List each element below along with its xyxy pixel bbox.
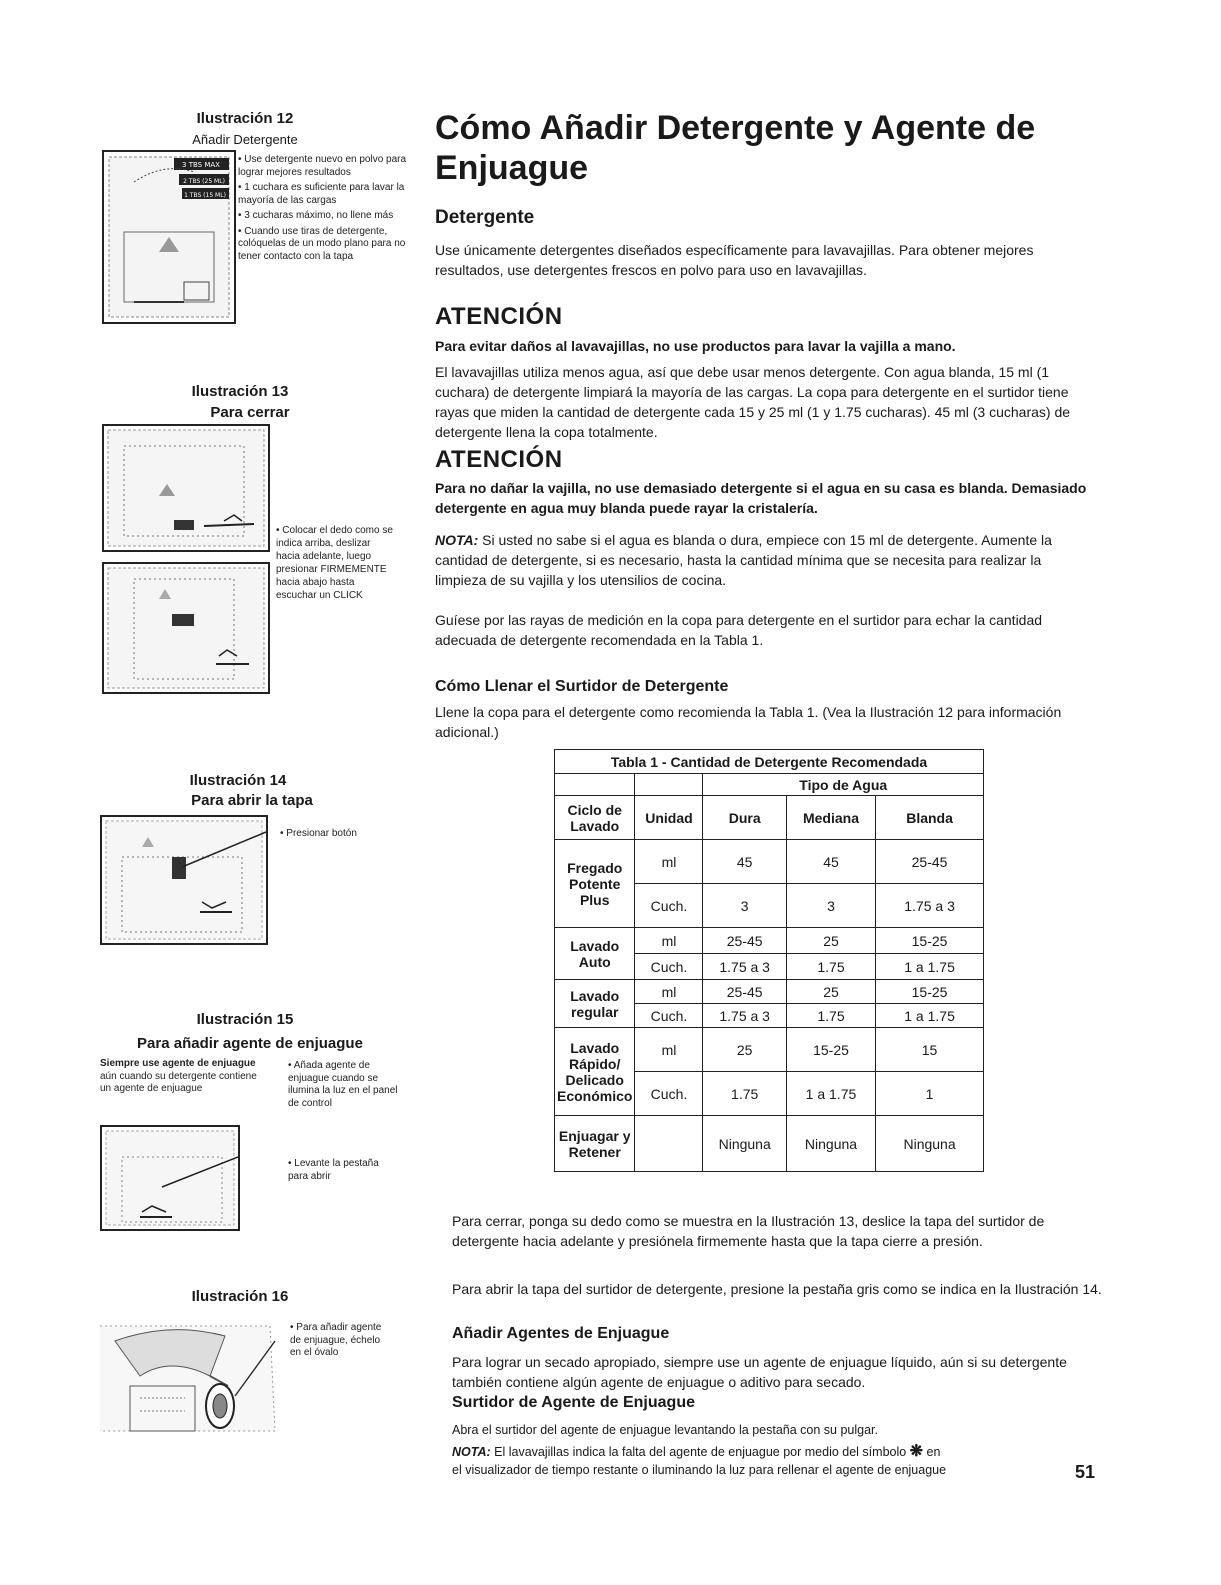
table-row	[555, 1116, 984, 1172]
fig12-note-2: • 1 cuchara es suficiente para lavar la mayoría de las cargas	[238, 182, 405, 206]
press-lid-illustration	[104, 564, 268, 692]
value-cell: 1 a 1.75	[876, 1004, 984, 1028]
cycle-cell: Lavado Auto	[555, 928, 635, 980]
value-cell: 25	[786, 980, 875, 1004]
fig13-subtitle: Para cerrar	[210, 404, 290, 421]
value-cell: 15-25	[876, 928, 984, 954]
value-cell: 45	[786, 840, 875, 884]
fig12-title: Ilustración 12	[196, 110, 294, 127]
table-row	[555, 928, 984, 954]
value-cell: 15-25	[786, 1028, 875, 1072]
detergent-cup-illustration	[104, 152, 234, 322]
agentes-heading: Añadir Agentes de Enjuague	[452, 1325, 670, 1342]
table-title: Tabla 1 - Cantidad de Detergente Recomendada	[555, 750, 984, 774]
table-row	[555, 980, 984, 1004]
page-title-line1: Cómo Añadir Detergente y Agente de	[435, 109, 1036, 147]
page-number: 51	[1075, 1462, 1096, 1482]
fig12-note-4: • Cuando use tiras de detergente, colóquelas de un modo plano para no tener contacto con la tapa	[238, 225, 406, 262]
abrir-text: Para abrir la tapa del surtidor de detergente, presione la pestaña gris como se indica en la Ilustración 14.	[452, 1281, 1102, 1297]
atencion-bold-2: Para no dañar la vajilla, no use demasiado detergente si el agua en su casa es blanda. Demasiado detergente en agua muy blanda puede rayar la cristalería.	[435, 480, 1087, 516]
value-cell: 1.75	[786, 954, 875, 980]
cycle-cell: Enjuagar y Retener	[555, 1116, 635, 1172]
unit-cell: ml	[635, 1028, 703, 1072]
fig16-title: Ilustración 16	[191, 1288, 289, 1305]
agentes-text: Para lograr un secado apropiado, siempre use un agente de enjuague líquido, aún si su detergente también contiene algún agente de enjuague o aditivo para secado.	[452, 1354, 1067, 1390]
value-cell: 1	[876, 1072, 984, 1116]
value-cell: 1.75 a 3	[703, 1004, 786, 1028]
fig16-note: • Para añadir agente de enjuague, échelo en el óvalo	[290, 1322, 382, 1358]
llenar-heading: Cómo Llenar el Surtidor de Detergente	[435, 678, 729, 695]
nota-1-label: NOTA:	[435, 532, 479, 548]
col-soft-header: Blanda	[876, 796, 984, 840]
atencion-heading-2: ATENCIÓN	[435, 446, 563, 473]
nota-2-label: NOTA:	[452, 1445, 491, 1459]
col-medium-header: Mediana	[786, 796, 875, 840]
unit-cell: ml	[635, 980, 703, 1004]
fig14-note: • Presionar botón	[280, 828, 357, 839]
value-cell: 25-45	[703, 928, 786, 954]
col-unit-header: Unidad	[635, 796, 703, 840]
open-lid-illustration	[102, 817, 266, 943]
water-type-header: Tipo de Agua	[703, 774, 984, 796]
nota-2-text-a: El lavavajillas indica la falta del agente de enjuague por medio del símbolo	[490, 1445, 910, 1459]
unit-cell: ml	[635, 928, 703, 954]
nota-2-continued: el visualizador de tiempo restante o iluminando la luz para rellenar el agente de enjuague	[452, 1463, 947, 1477]
cycle-cell: Lavado Rápido/ Delicado Económico	[555, 1028, 635, 1116]
unit-cell: Cuch.	[635, 1004, 703, 1028]
cycle-cell: Lavado regular	[555, 980, 635, 1028]
fig15-illustration	[100, 1125, 240, 1231]
atencion-bold-1: Para evitar daños al lavavajillas, no use productos para lavar la vajilla a mano.	[435, 338, 956, 354]
page-title-line2: Enjuague	[435, 149, 589, 187]
value-cell: 25	[786, 928, 875, 954]
sparkle-icon: ❋	[909, 1443, 924, 1460]
fig12-note-1: • Use detergente nuevo en polvo para lograr mejores resultados	[238, 154, 407, 178]
table-row	[555, 840, 984, 884]
rinse-aid-lid-illustration	[102, 1127, 238, 1229]
value-cell: 45	[703, 840, 786, 884]
unit-cell: ml	[635, 840, 703, 884]
table-row	[555, 1028, 984, 1072]
unit-cell: Cuch.	[635, 884, 703, 928]
fig15-subtitle: Para añadir agente de enjuague	[137, 1035, 363, 1052]
close-lid-illustration	[104, 426, 268, 550]
value-cell: 3	[703, 884, 786, 928]
unit-cell: Cuch.	[635, 954, 703, 980]
value-cell: Ninguna	[703, 1116, 786, 1172]
fig12-notes	[238, 154, 408, 266]
value-cell: 1 a 1.75	[876, 954, 984, 980]
value-cell: 25-45	[703, 980, 786, 1004]
value-cell: 15	[876, 1028, 984, 1072]
value-cell: 25-45	[876, 840, 984, 884]
atencion-text-1: El lavavajillas utiliza menos agua, así que debe usar menos detergente. Con agua blanda, 15 ml (1 cuchara) de detergente limpiará la mayoría de las cargas. La copa para detergente en el surtidor tiene rayas que miden la cantidad de detergente cada 15 y 25 ml (1 y 1.75 cucharas). 45 ml (3 cucharas) de detergente llena la copa totalmente.	[435, 364, 1071, 440]
fig15-title: Ilustración 15	[196, 1011, 294, 1028]
value-cell: 1.75	[786, 1004, 875, 1028]
fig12-subtitle: Añadir Detergente	[192, 132, 298, 147]
fig13-title: Ilustración 13	[191, 383, 289, 400]
fig14-illustration	[100, 815, 268, 945]
value-cell: 25	[703, 1028, 786, 1072]
value-cell: 1.75	[703, 1072, 786, 1116]
value-cell: 1.75 a 3	[703, 954, 786, 980]
fig15-note-right: • Añada agente de enjuague cuando se ilumina la luz en el panel de control	[288, 1060, 398, 1109]
value-cell: 1 a 1.75	[786, 1072, 875, 1116]
nota-2	[452, 1442, 1092, 1462]
fig15-note-left	[100, 1058, 260, 1096]
fig15-note-left-bold: Siempre use agente de enjuague	[100, 1058, 256, 1069]
fig13-note: • Colocar el dedo como se indica arriba, deslizar hacia adelante, luego presionar FIRMEMENTE hacia abajo hasta escuchar un CLICK	[276, 525, 393, 601]
cerrar-text: Para cerrar, ponga su dedo como se muestra en la Ilustración 13, deslice la tapa del surtidor de detergente hacia adelante y presiónela firmemente hasta que la tapa cierre a presión.	[452, 1213, 1045, 1249]
detergent-table	[554, 749, 984, 1172]
fig14-title: Ilustración 14	[189, 772, 287, 789]
value-cell: 3	[786, 884, 875, 928]
fig13-illustration-bottom	[102, 562, 270, 694]
fig15-note-lift: • Levante la pestaña para abrir	[288, 1158, 379, 1182]
surtidor-text: Abra el surtidor del agente de enjuague levantando la pestaña con su pulgar.	[452, 1423, 879, 1437]
col-hard-header: Dura	[703, 796, 786, 840]
pour-rinse-aid-illustration	[100, 1316, 280, 1436]
fig16-illustration	[100, 1316, 280, 1436]
label-1tbs: 1 TBS (15 ML)	[184, 192, 226, 199]
value-cell: Ninguna	[876, 1116, 984, 1172]
detergente-text: Use únicamente detergentes diseñados específicamente para lavavajillas. Para obtener mejores resultados, use detergentes frescos en polvo para uso en lavavajillas.	[435, 242, 1034, 278]
label-3tbs: 3 TBS MAX	[182, 161, 220, 169]
fig14-subtitle: Para abrir la tapa	[191, 792, 313, 809]
fig12-illustration	[102, 150, 236, 324]
value-cell: 15-25	[876, 980, 984, 1004]
guiese-text: Guíese por las rayas de medición en la copa para detergente en el surtidor para echar la cantidad adecuada de detergente recomendada en la Tabla 1.	[435, 612, 1043, 648]
nota-1-text: Si usted no sabe si el agua es blanda o dura, empiece con 15 ml de detergente. Aumente la cantidad de detergente, si es necesario, hasta la cantidad mínima que se necesita para realizar la limpieza de su vajilla y los utensilios de cocina.	[435, 532, 1052, 588]
nota-1	[435, 530, 1095, 590]
unit-cell: Cuch.	[635, 1072, 703, 1116]
fig15-note-left-rest: aún cuando su detergente contiene un agente de enjuague	[100, 1070, 257, 1094]
label-2tbs: 2 TBS (25 ML)	[183, 178, 225, 185]
cycle-cell: Fregado Potente Plus	[555, 840, 635, 928]
fig13-illustration-top	[102, 424, 270, 552]
value-cell: Ninguna	[786, 1116, 875, 1172]
surtidor-heading: Surtidor de Agente de Enjuague	[452, 1394, 695, 1411]
llenar-text: Llene la copa para el detergente como recomienda la Tabla 1. (Vea la Ilustración 12 para información adicional.)	[435, 704, 1062, 740]
fig12-note-3: • 3 cucharas máximo, no llene más	[238, 210, 394, 221]
value-cell: 1.75 a 3	[876, 884, 984, 928]
detergente-heading: Detergente	[435, 207, 535, 228]
col-cycle-header: Ciclo de Lavado	[555, 796, 635, 840]
atencion-heading-1: ATENCIÓN	[435, 303, 563, 330]
nota-2-text-b: en	[923, 1445, 941, 1459]
